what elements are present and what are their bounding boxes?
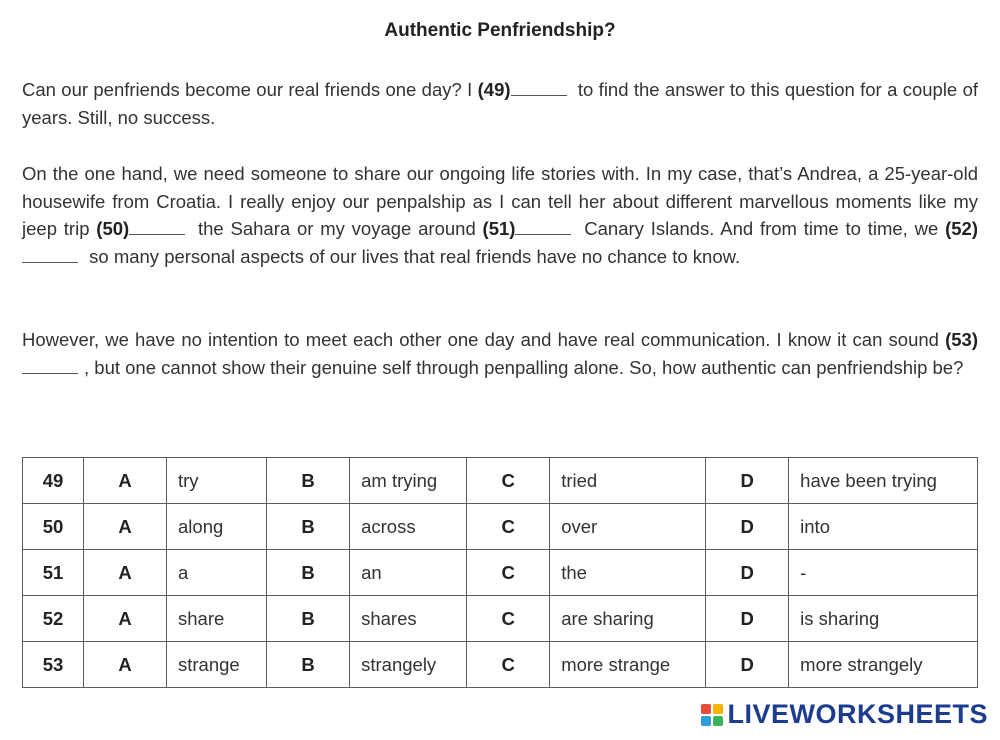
paragraph-2 xyxy=(22,160,978,270)
option-answer-c[interactable]: the xyxy=(550,550,706,596)
paragraph-text: Can our penfriends become our real friends one day? I xyxy=(22,79,478,100)
question-number: 50 xyxy=(23,504,84,550)
option-letter-d: D xyxy=(706,642,789,688)
option-answer-d[interactable]: is sharing xyxy=(789,596,978,642)
option-letter-a: A xyxy=(84,550,167,596)
option-letter-b: B xyxy=(267,458,350,504)
logo-square xyxy=(713,716,723,726)
gap-blank-51[interactable] xyxy=(515,220,571,235)
gap-number-52: (52) xyxy=(945,218,978,239)
option-answer-b[interactable]: shares xyxy=(350,596,467,642)
gap-blank-49[interactable] xyxy=(511,81,567,96)
options-table xyxy=(22,457,978,688)
option-letter-d: D xyxy=(706,458,789,504)
option-letter-b: B xyxy=(267,642,350,688)
option-row-52 xyxy=(23,596,978,642)
paragraph-text: to find the answer to this question for a couple of years. Still, no success. xyxy=(22,79,978,128)
option-letter-c: C xyxy=(467,596,550,642)
option-letter-c: C xyxy=(467,458,550,504)
question-number: 53 xyxy=(23,642,84,688)
option-answer-d[interactable]: into xyxy=(789,504,978,550)
option-answer-b[interactable]: across xyxy=(350,504,467,550)
option-letter-d: D xyxy=(706,550,789,596)
option-answer-b[interactable]: an xyxy=(350,550,467,596)
gap-number-49: (49) xyxy=(477,79,511,100)
option-answer-c[interactable]: tried xyxy=(550,458,706,504)
option-row-50 xyxy=(23,504,978,550)
option-letter-b: B xyxy=(267,596,350,642)
option-answer-b[interactable]: am trying xyxy=(350,458,467,504)
gap-blank-52[interactable] xyxy=(22,248,78,263)
liveworksheets-logo xyxy=(701,699,988,730)
option-answer-c[interactable]: are sharing xyxy=(550,596,706,642)
question-number: 52 xyxy=(23,596,84,642)
logo-square xyxy=(713,704,723,714)
paragraph-text: Canary Islands. And from time to time, we xyxy=(577,218,946,239)
option-answer-a[interactable]: a xyxy=(167,550,267,596)
option-answer-a[interactable]: along xyxy=(167,504,267,550)
option-letter-a: A xyxy=(84,458,167,504)
option-row-49 xyxy=(23,458,978,504)
option-answer-d[interactable]: have been trying xyxy=(789,458,978,504)
paragraph-text: On the one hand, we need someone to share our ongoing life stories with. In my case, that’s Andrea, a 25-year-old housewife from Croatia. I really enjoy our penpalship as I can tell her about different marvellous moments like my jeep trip xyxy=(22,163,978,239)
logo-square xyxy=(701,716,711,726)
option-letter-c: C xyxy=(467,504,550,550)
option-answer-a[interactable]: strange xyxy=(167,642,267,688)
question-number: 49 xyxy=(23,458,84,504)
option-letter-c: C xyxy=(467,642,550,688)
logo-text: LIVEWORKSHEETS xyxy=(727,699,988,729)
option-row-51 xyxy=(23,550,978,596)
option-letter-a: A xyxy=(84,504,167,550)
option-letter-a: A xyxy=(84,642,167,688)
option-letter-b: B xyxy=(267,504,350,550)
logo-square xyxy=(701,704,711,714)
gap-number-51: (51) xyxy=(482,218,516,239)
logo-mark-icon xyxy=(701,704,723,726)
paragraph-text: However, we have no intention to meet each other one day and have real communication. I know it can sound xyxy=(22,329,946,350)
option-letter-c: C xyxy=(467,550,550,596)
option-answer-a[interactable]: try xyxy=(167,458,267,504)
paragraph-text: , but one cannot show their genuine self through penpalling alone. So, how authentic can penfriendship be? xyxy=(84,356,964,378)
option-row-53 xyxy=(23,642,978,688)
option-answer-b[interactable]: strangely xyxy=(350,642,467,688)
gap-number-50: (50) xyxy=(96,218,130,239)
option-letter-b: B xyxy=(267,550,350,596)
option-letter-d: D xyxy=(706,596,789,642)
option-answer-c[interactable]: more strange xyxy=(550,642,706,688)
option-letter-a: A xyxy=(84,596,167,642)
option-answer-c[interactable]: over xyxy=(550,504,706,550)
gap-number-53: (53) xyxy=(945,329,978,350)
option-answer-a[interactable]: share xyxy=(167,596,267,642)
gap-blank-53[interactable] xyxy=(22,359,78,374)
page-title: Authentic Penfriendship? xyxy=(384,20,616,41)
question-number: 51 xyxy=(23,550,84,596)
paragraph-text: so many personal aspects of our lives that real friends have no chance to know. xyxy=(84,245,741,267)
paragraph-text: the Sahara or my voyage around xyxy=(191,218,483,239)
option-answer-d[interactable]: more strangely xyxy=(789,642,978,688)
option-letter-d: D xyxy=(706,504,789,550)
paragraph-3 xyxy=(22,326,978,381)
gap-blank-50[interactable] xyxy=(129,220,185,235)
paragraph-1 xyxy=(22,76,978,131)
option-answer-d[interactable]: - xyxy=(789,550,978,596)
